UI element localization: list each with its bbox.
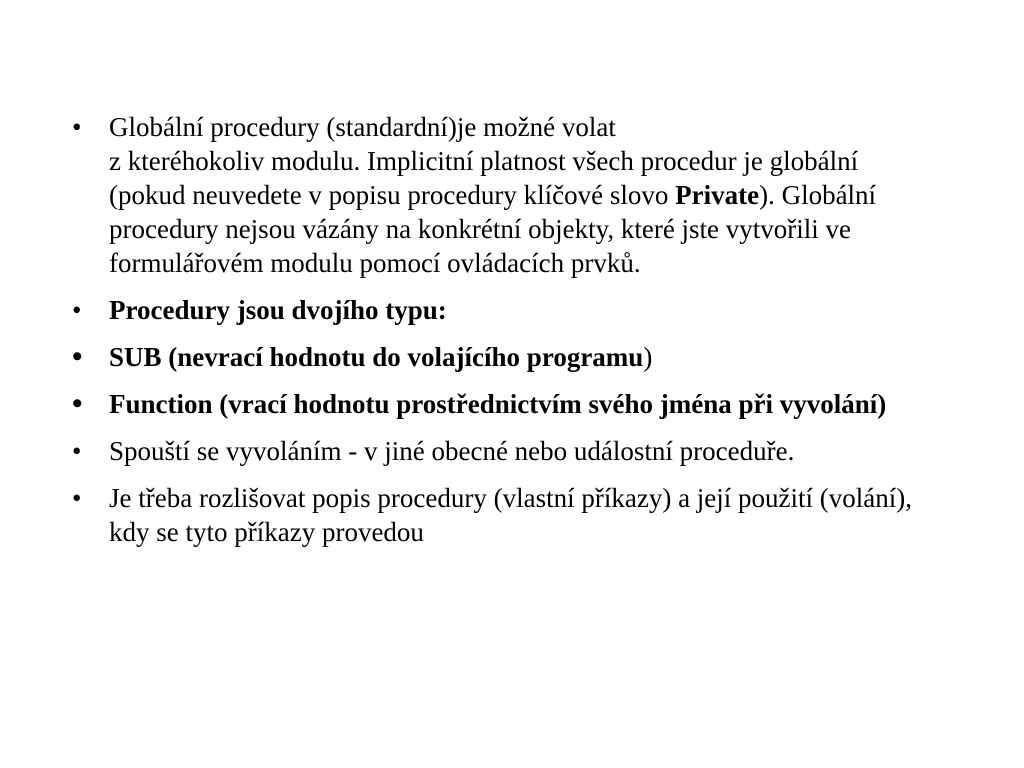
bullet-text-post: ). Globální procedury nejsou vázány na konkrétní objekty, které jste vytvořili ve formulářovém modulu pomocí ovládacích prvků. — [109, 180, 877, 278]
bullet-text: Procedury jsou dvojího typu: — [109, 295, 447, 325]
bullet-item-procedure-types — [72, 293, 932, 327]
bullet-keyword-private: Private — [675, 180, 760, 210]
bullet-item-invocation — [72, 434, 932, 468]
bullet-text: Je třeba rozlišovat popis procedury (vlastní příkazy) a její použití (volání), kdy se tyto příkazy provedou — [109, 483, 912, 547]
bullet-icon: • — [72, 387, 83, 420]
bullet-text: Spouští se vyvoláním - v jiné obecné nebo událostní proceduře. — [109, 436, 795, 466]
bullet-icon: • — [72, 295, 82, 325]
bullet-text-bold: SUB (nevrací hodnotu do volajícího programu — [109, 342, 644, 372]
bullet-text-pre: z kteréhokoliv modulu. Implicitní platnost všech procedur je globální (pokud neuvedete v popisu procedury klíčové slovo — [109, 146, 859, 210]
bullet-item-sub — [72, 340, 932, 374]
bullet-item-global-procedures — [72, 110, 932, 280]
bullet-item-distinguish — [72, 481, 932, 549]
bullet-icon: • — [72, 340, 83, 373]
bullet-text-close: ) — [643, 342, 653, 372]
bullet-icon: • — [72, 483, 82, 513]
bullet-list — [72, 110, 932, 562]
bullet-icon: • — [72, 436, 82, 466]
bullet-text: Function (vrací hodnotu prostřednictvím svého jména při vyvolání) — [109, 389, 887, 419]
bullet-icon: • — [72, 112, 82, 142]
bullet-item-function — [72, 387, 932, 421]
bullet-text-line1: Globální procedury (standardní)je možné volat — [109, 112, 616, 142]
